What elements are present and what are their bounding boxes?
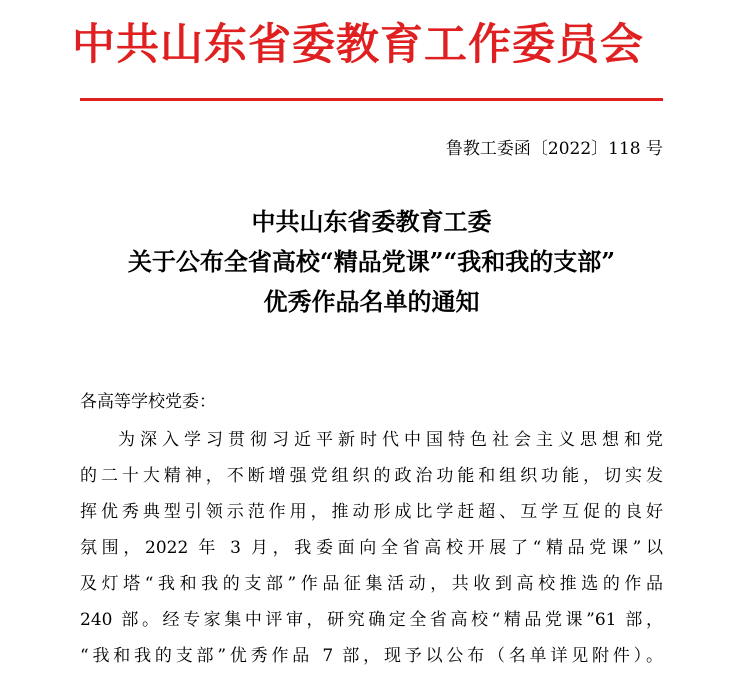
title-line-1: 中共山东省委教育工委 (251, 207, 492, 236)
body-line-3: 挥优秀典型引领示范作用，推动形成比学赶超、互学互促的良好 (80, 502, 663, 522)
document-title (80, 202, 663, 322)
document-number: 鲁教工委函〔2022〕118 号 (445, 139, 663, 159)
body-line-2: 的二十大精神，不断增强党组织的政治功能和组织功能，切实发 (80, 466, 663, 486)
issuer-header: 中共山东省委教育工作委员会 (72, 20, 644, 70)
body-line-5: 及灯塔“我和我的支部”作品征集活动，共收到高校推选的作品 (80, 574, 663, 594)
body-line-1: 为深入学习贯彻习近平新时代中国特色社会主义思想和党 (118, 430, 663, 450)
body-line-7: “我和我的支部”优秀作品 7 部，现予以公布（名单详见附件）。 (80, 646, 663, 666)
salutation: 各高等学校党委： (80, 392, 216, 412)
title-line-3: 优秀作品名单的通知 (263, 287, 480, 316)
body-line-4: 氛围，2022 年 3 月，我委面向全省高校开展了“精品党课”以 (80, 538, 663, 558)
red-header-rule (80, 98, 663, 101)
title-line-2: 关于公布全省高校“精品党课”“我和我的支部” (127, 247, 616, 276)
body-line-6: 240 部。经专家集中评审，研究确定全省高校“精品党课”61 部， (80, 610, 663, 630)
